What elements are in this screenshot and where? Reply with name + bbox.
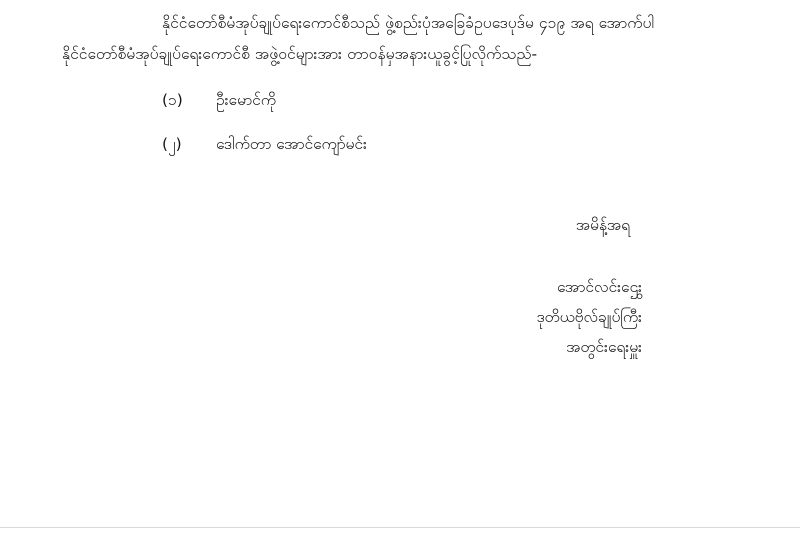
list-item-number: (၂)	[162, 135, 182, 153]
signature-name: အောင်လင်းဌွေး	[556, 278, 642, 296]
footer-strip	[0, 528, 800, 550]
list-item	[162, 130, 738, 158]
signature-block	[62, 212, 738, 362]
numbered-list	[62, 86, 738, 158]
list-item-number: (၁)	[162, 91, 183, 109]
signature-role: အတွင်းရေးမှူး	[566, 338, 642, 356]
signature-authority: အမိန့်အရ	[575, 216, 630, 234]
signature-rank: ဒုတိယဗိုလ်ချုပ်ကြီး	[536, 308, 642, 326]
list-item	[162, 86, 738, 114]
list-item-label: ဒေါက်တာ အောင်ကျော်မင်း	[216, 135, 367, 153]
paragraph-line-1: နိုင်ငံတော်စီမံအုပ်ချုပ်ရေးကောင်စီသည် ဖွဲ့စည်းပုံအခြေခံဥပဒေပုဒ်မ ၄၁၉ အရ အောက်ပါ	[162, 14, 655, 32]
list-item-label: ဦးမောင်ကို	[216, 91, 276, 109]
paragraph-line-2: နိုင်ငံတော်စီမံအုပ်ချုပ်ရေးကောင်စီ အဖွဲ့ဝင်များအား တာဝန်မှအနားယူခွင့်ပြုလိုက်သည်-	[62, 45, 538, 63]
